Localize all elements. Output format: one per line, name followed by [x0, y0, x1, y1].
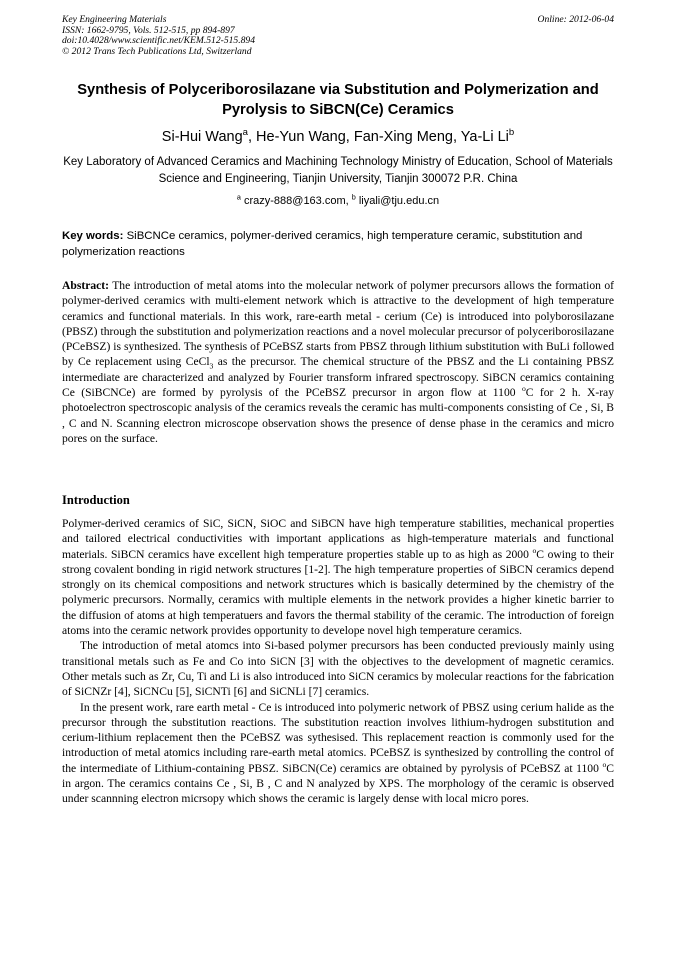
author-affil-mark: b	[508, 127, 515, 139]
paragraph-text: In the present work, rare earth metal - Ce is introduced into polymeric network of PBSZ using cerium halide as the precursor through the substitution reactions. The substitution reaction involves lithium-hydrogen substitution and cerium-lithium replacement then the PCeBSZ was sythesised. This replacement reaction is commonly used for the introduction of metal atomics including rare-earth metal atomics. PCeBSZ is synthesized by controlling the control of the intermediate of Lithium-containing PBSZ. SiBCN(Ce) ceramics are obtained by pyrolysis of PCeBSZ at 1100	[62, 700, 614, 775]
abstract-label: Abstract:	[62, 279, 110, 292]
issn-line: ISSN: 1662-9795, Vols. 512-515, pp 894-897	[62, 24, 235, 36]
paragraph-text: C owing to their strong covalent bonding in rigid network structures [1-2]. The high temperature properties of SiBCN ceramics depend strongly on its chemical compositions and network structures which is basically determined by the chemistry of the polymeric precursors. Normally, ceramics with multiple elements in the network provides a higher kinetic barrier to the diffusion of atoms at high temperatuers and favors the thermal stability of the ceramic. The introduction of foreign atoms into the ceramic network provides opportunity to develope novel high temperature ceramics.	[62, 547, 614, 638]
keywords	[62, 229, 614, 260]
online-date: Online: 2012-06-04	[537, 14, 614, 25]
paragraph: The introduction of metal atomcs into Si-based polymer precursors has been conducted previously mainly using transitional metals such as Fe and Co into SiCN [3] with the objectives to the development of magnetic ceramics. Other metals such as Zr, Cu, Ti and Li is also introduced into SiCN ceramics by molecular reactions for the fabrication of SiCNZr [4], SiCNCu [5], SiCNTi [6] and SiCNLi [7] ceramics.	[62, 639, 614, 699]
journal-name: Key Engineering Materials	[62, 14, 167, 25]
email-address: crazy-888@163.com,	[240, 195, 352, 207]
paper-title: Synthesis of Polyceriborosilazane via Substitution and Polymerization and Pyrolysis to SiBCN(Ce) Ceramics	[77, 82, 599, 118]
degree-mark: o	[602, 759, 607, 769]
doi-line: doi:10.4028/www.scientific.net/KEM.512-515.894	[62, 35, 256, 47]
author-name: Fan-Xing Meng	[353, 129, 453, 145]
paragraph	[62, 700, 614, 807]
email-address: liyali@tju.edu.cn	[355, 195, 440, 207]
degree-mark: o	[532, 545, 537, 555]
copyright-line: © 2012 Trans Tech Publications Ltd, Switzerland	[62, 45, 252, 57]
abstract	[62, 278, 614, 446]
email-mark: b	[351, 192, 356, 202]
keywords-label: Key words:	[62, 230, 124, 242]
paragraph-text: C in argon. The ceramics contains Ce , Si, B , C and N analyzed by XPS. The morphology of the ceramic is observed under scannning electron micrsopy which shows the ceramic is largely dense with local micro pores.	[62, 761, 614, 806]
author-emails	[62, 194, 614, 208]
affiliation: Key Laboratory of Advanced Ceramics and Machining Technology Ministry of Education, School of Materials Science and Engineering, Tianjin University, Tianjin 300072 P.R. China	[63, 156, 613, 185]
author-separator: ,	[452, 129, 461, 145]
subscript: 3	[209, 361, 214, 371]
abstract-text: C for 2 h. X-ray photoelectron spectroscopic analysis of the ceramics reveals the ceramic has multi-components consisting of Ce , Si, B , C and N. Scanning electron microscope observation shows the presence of dense phase in the ceramics and micro pores on the surface.	[62, 386, 614, 445]
degree-mark: o	[521, 384, 526, 394]
paragraph	[62, 516, 614, 638]
author-name: Ya-Li Li	[460, 129, 509, 145]
keywords-text: SiBCNCe ceramics, polymer-derived ceramics, high temperature ceramic, substitution and polymerization reactions	[62, 230, 583, 258]
paragraph-text: Polymer-derived ceramics of SiC, SiCN, SiOC and SiBCN have high temperature stabilities, mechanical properties and tailored electrical conductivities with important applications as high-temperature materials and functional materials. SiBCN ceramics have excellent high temperature properties stable up to as high as 2000	[62, 517, 614, 561]
introduction-body	[62, 516, 614, 807]
journal-header	[62, 15, 255, 57]
abstract-text: The introduction of metal atoms into the molecular network of polymer precursors allows the formation of polymer-derived ceramics with multi-element network which is attractive to the development of high temperature ceramics and functional materials. In this work, rare-earth metal - cerium (Ce) is introduced into polyborosilazane (PBSZ) through the substitution and polymerization reactions and a novel molecular precursor of polyceriborosilazane (PCeBSZ) is synthesized. The synthesis of PCeBSZ starts from PBSZ through lithium substitution with BuLi followed by Ce replacement using CeCl	[62, 279, 614, 369]
author-affil-mark: a	[242, 127, 248, 139]
abstract-text: as the precursor. The chemical structure of the PBSZ and the Li containing PBSZ intermediate are characterized and analyzed by Fourier transform infrared spectroscopy. SiBCN ceramics containing Ce (SiBCNCe) are formed by pyrolysis of the PCeBSZ precursor in argon flow at 1100	[62, 355, 614, 400]
author-list	[62, 128, 614, 146]
author-name: Si-Hui Wang	[161, 129, 243, 145]
email-mark: a	[236, 192, 241, 202]
author-separator: ,	[345, 129, 354, 145]
author-name: He-Yun Wang	[256, 129, 346, 145]
section-heading-introduction: Introduction	[62, 493, 130, 507]
author-separator: ,	[247, 129, 257, 145]
